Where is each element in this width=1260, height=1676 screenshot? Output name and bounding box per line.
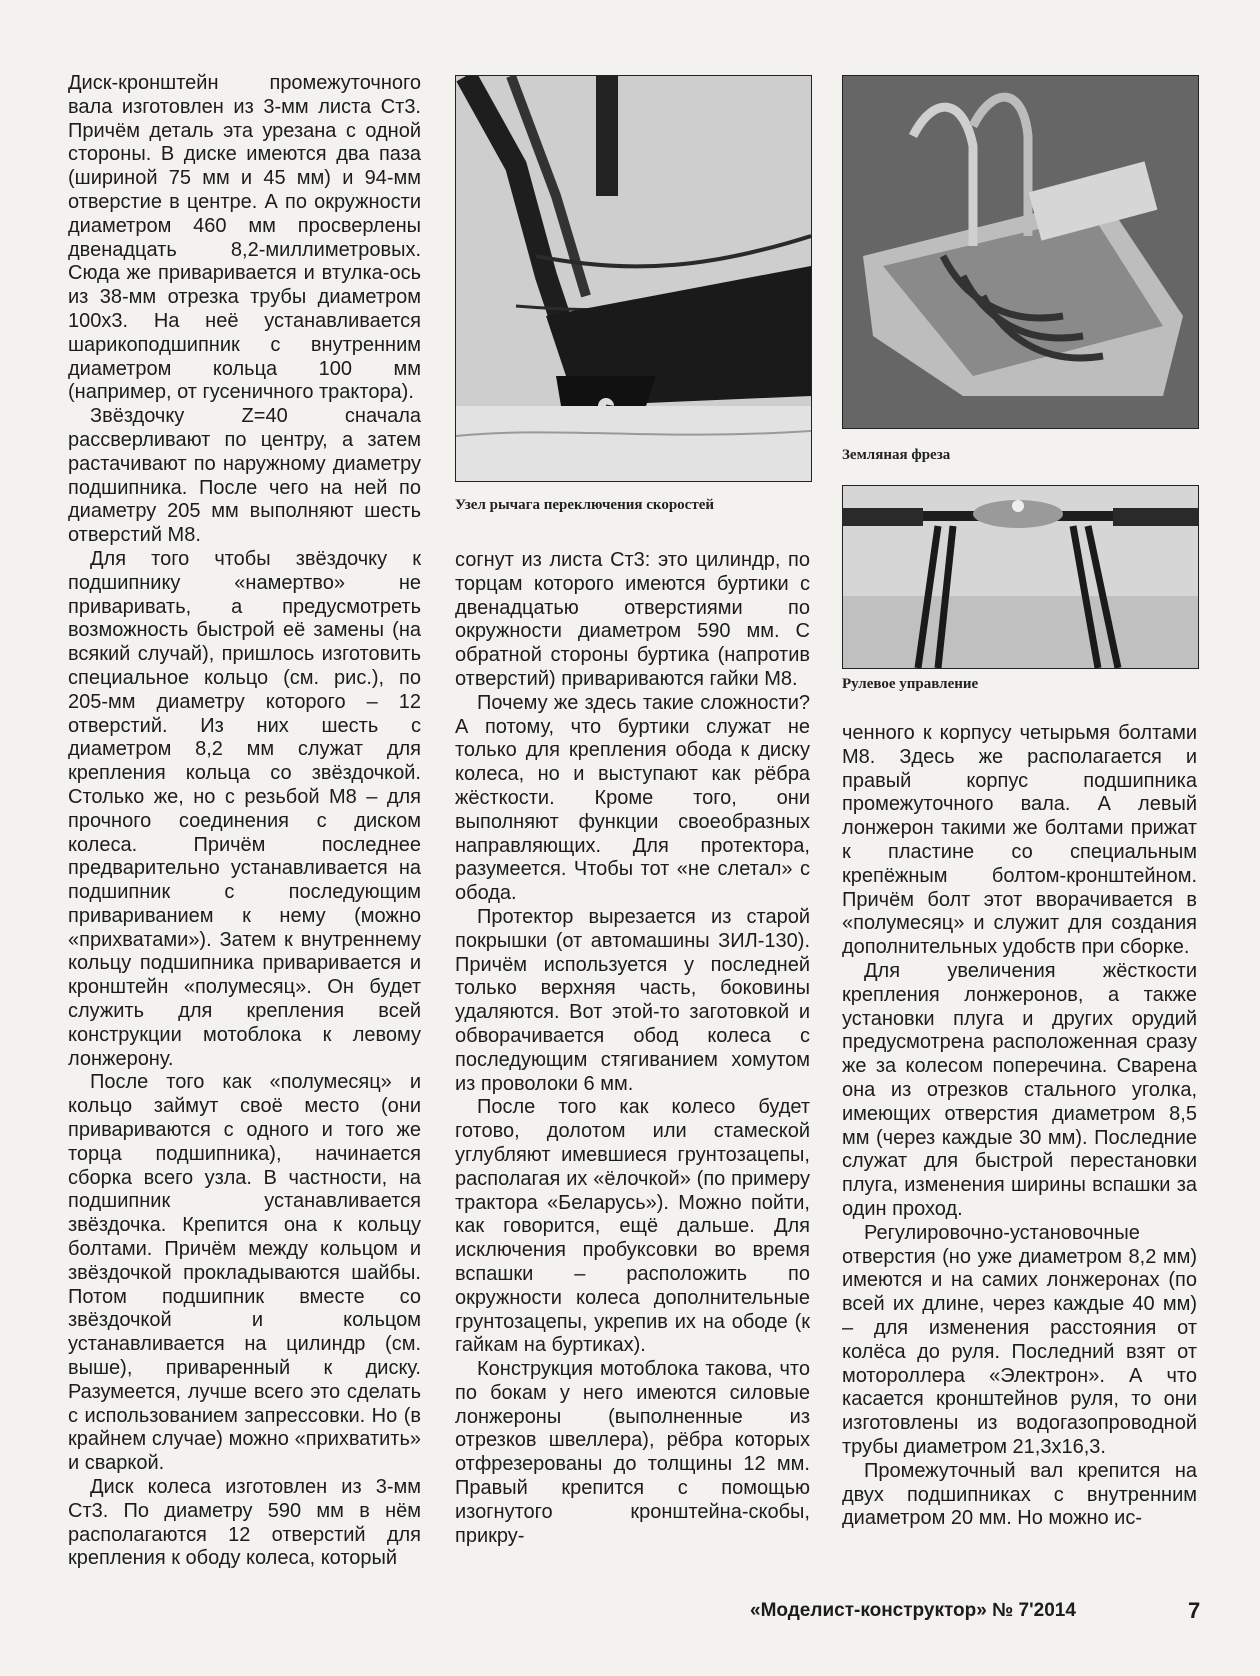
paragraph: Для увеличения жёсткости крепления лонжеронов, а также установки плуга и других орудий предусмотрена расположенная сразу же за колесом поперечина. Сварена она из отрезков стального уголка, имеющих отверстия диаметром 8,5 мм (через каждые 30 мм). Последние служат для быстрой перестановки плуга, изменения ширины вспашки за один проход. — [842, 959, 1197, 1220]
photo-steering — [842, 485, 1199, 669]
paragraph: Протектор вырезается из старой покрышки (от автомашины ЗИЛ-130). Причём используется у последней только верхняя часть, боковины удаляются. Вот этой-то заготовкой и обворачивается обод колеса с последующим стягиванием хомутом из проволоки 6 мм. — [455, 905, 810, 1095]
caption-earth-cutter: Земляная фреза — [842, 447, 951, 463]
paragraph: Промежуточный вал крепится на двух подшипниках с внутренним диаметром 20 мм. Но можно ис- — [842, 1459, 1197, 1530]
paragraph: Звёздочку Z=40 сначала рассверливают по центру, а затем растачивают по наружному диаметру подшипника. После чего на ней по диаметру 205 мм выполняют шесть отверстий М8. — [68, 405, 421, 547]
paragraph: Диск-кронштейн промежуточного вала изготовлен из 3-мм листа Ст3. Причём деталь эта урезана с одной стороны. В диске имеются два паза (шириной 75 мм и 45 мм) и 94-мм отверстие в центре. А по окружности диаметром 460 мм просверлены двенадцать 8,2-миллиметровых. Сюда же приваривается и втулка-ось из 38-мм отрезка трубы диаметром 100х3. На неё устанавливается шарикоподшипник с внутренним диаметром кольца 100 мм (например, от гусеничного трактора). — [68, 72, 421, 404]
text-column-middle — [455, 549, 810, 1548]
caption-gear-lever: Узел рычага переключения скоростей — [455, 497, 714, 513]
paragraph: Для того чтобы звёздочку к подшипнику «намертво» не приваривать, а предусмотреть возможность быстрой её замены (на всякий случай), пришлось изготовить специальное кольцо (см. рис.), по 205-мм диаметру которого – 12 отверстий. Из них шесть с диаметром 8,2 мм служат для крепления кольца со звёздочкой. Столько же, но с резьбой М8 – для прочного соединения с диском колеса. Причём последнее предварительно устанавливается на подшипник с последующим привариванием к нему (можно «прихватами»). Затем к внутреннему кольцу подшипника приваривается и кронштейн «полумесяц». Он будет служить для крепления всей конструкции мотоблока к левому лонжерону. — [68, 547, 421, 1070]
paragraph: ченного к корпусу четырьмя болтами М8. Здесь же располагается и правый корпус подшипника промежуточного вала. А левый лонжерон такими же болтами прижат к пластине со специальным крепёжным болтом-кронштейном. Причём болт этот вворачивается в «полумесяц» и служит для создания дополнительных удобств при сборке. — [842, 722, 1197, 959]
page-number: 7 — [1188, 1598, 1201, 1623]
photo-earth-cutter — [842, 75, 1199, 429]
journal-title: «Моделист-конструктор» № 7'2014 — [750, 1600, 1076, 1621]
paragraph: Почему же здесь такие сложности? А потому, что буртики служат не только для крепления обода к диску колеса, но и выступают как рёбра жёсткости. Кроме того, они выполняют функции своеобразных направляющих. Для протектора, разумеется. Чтобы тот «не слетал» с обода. — [455, 691, 810, 905]
text-column-left — [68, 72, 421, 1571]
paragraph: согнут из листа Ст3: это цилиндр, по торцам которого имеются буртики с двенадцатью отверстиями по окружности диаметром 590 мм. С обратной стороны буртика (напротив отверстий) привариваются гайки М8. — [455, 549, 810, 690]
caption-steering: Рулевое управление — [842, 676, 979, 692]
text-column-right — [842, 722, 1197, 1531]
paragraph: Диск колеса изготовлен из 3-мм Ст3. По диаметру 590 мм в нём располагаются 12 отверстий для крепления к ободу колеса, который — [68, 1476, 421, 1570]
paragraph: Конструкция мотоблока такова, что по бокам у него имеются силовые лонжероны (выполненные из отрезков швеллера), рёбра которых отфрезерованы до толщины 12 мм. Правый крепится с помощью изогнутого кронштейна-скобы, прикру- — [455, 1358, 810, 1547]
paragraph: После того как колесо будет готово, долотом или стамеской углубляют имевшиеся грунтозацепы, располагая их «ёлочкой» (по примеру трактора «Беларусь»). Можно пойти, как говорится, ещё дальше. Для исключения пробуксовки во время вспашки – расположить по окружности колеса дополнительные грунтозацепы, укрепив их на ободе (к гайкам на буртиках). — [455, 1096, 810, 1357]
paragraph: После того как «полумесяц» и кольцо займут своё место (они привариваются с одного и того же торца подшипника), начинается сборка всего узла. В частности, на подшипник устанавливается звёздочка. Крепится она к кольцу болтами. Причём между кольцом и звёздочкой прокладываются шайбы. Потом подшипник вместе со звёздочкой и кольцом устанавливается на цилиндр (см. выше), приваренный к диску. Разумеется, лучше всего это сделать с использованием запрессовки. Но (в крайнем случае) можно «прихватить» и сваркой. — [68, 1071, 421, 1475]
photo-gear-lever — [455, 75, 812, 482]
paragraph: Регулировочно-установочные отверстия (но уже диаметром 8,2 мм) имеются и на самих лонжеронах (по всей их длине, через каждые 40 мм) – для изменения расстояния от колёса до руля. Последний взят от мотороллера «Электрон». А что касается кронштейнов руля, то они изготовлены из водогазопроводной трубы диаметром 21,3х16,3. — [842, 1221, 1197, 1458]
